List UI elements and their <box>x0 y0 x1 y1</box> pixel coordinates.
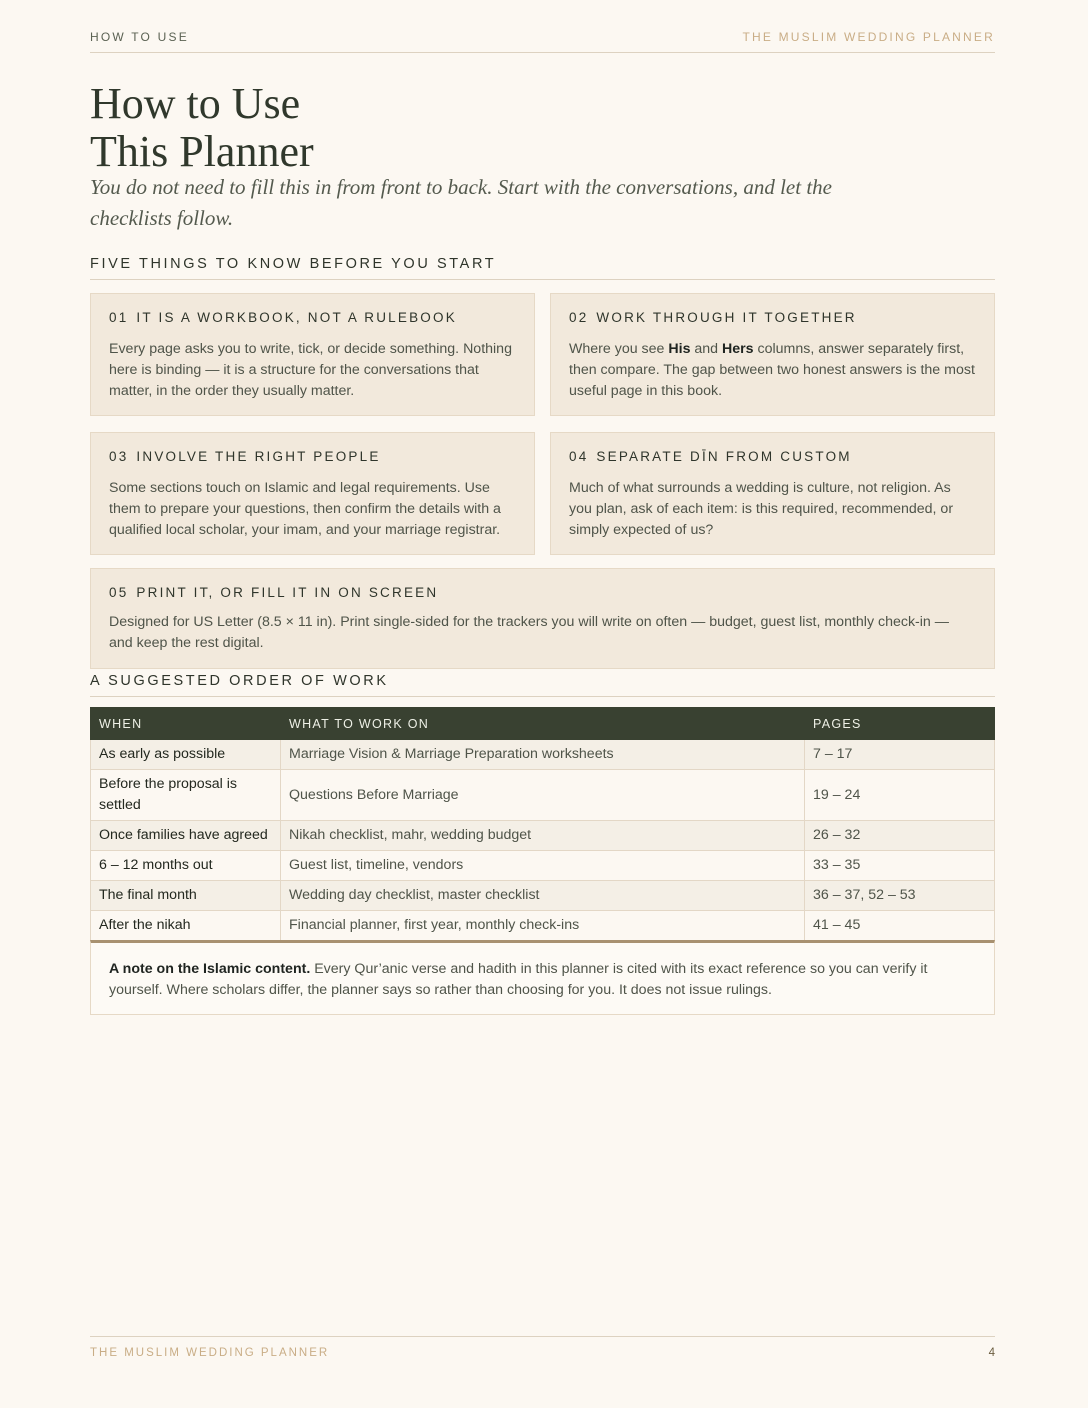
running-footer <box>90 1336 995 1359</box>
tip-card-title <box>109 585 976 600</box>
tip-number: 01 <box>109 310 129 325</box>
cell-pages: 19 – 24 <box>805 770 995 821</box>
cell-what: Financial planner, first year, monthly check-ins <box>281 911 805 941</box>
cell-what: Guest list, timeline, vendors <box>281 851 805 881</box>
table-row <box>91 740 995 770</box>
tip-body-post: columns, answer separately first, then compare. The gap between two honest answers is the most useful page in this book. <box>569 341 975 399</box>
tip-number: 02 <box>569 310 589 325</box>
cell-when: Before the proposal is settled <box>91 770 281 821</box>
tip-body-pre: Where you see <box>569 341 669 357</box>
order-of-work-heading: A SUGGESTED ORDER OF WORK <box>90 673 995 697</box>
cell-pages: 26 – 32 <box>805 821 995 851</box>
tip-number: 04 <box>569 449 589 464</box>
tip-card-02 <box>550 293 995 416</box>
cell-what: Wedding day checklist, master checklist <box>281 881 805 911</box>
five-things-heading: FIVE THINGS TO KNOW BEFORE YOU START <box>90 256 995 280</box>
table-row <box>91 821 995 851</box>
column-header-pages: PAGES <box>805 708 995 740</box>
islamic-content-note <box>90 940 995 1015</box>
order-of-work-table <box>90 707 995 941</box>
tip-card-03 <box>90 432 535 555</box>
cell-pages: 33 – 35 <box>805 851 995 881</box>
cell-what: Nikah checklist, mahr, wedding budget <box>281 821 805 851</box>
tip-number: 03 <box>109 449 129 464</box>
tip-title: IT IS A WORKBOOK, NOT A RULEBOOK <box>136 310 457 325</box>
tip-card-04 <box>550 432 995 555</box>
cell-when: As early as possible <box>91 740 281 770</box>
tip-card-title <box>109 449 516 464</box>
header-book-title: THE MUSLIM WEDDING PLANNER <box>742 30 995 44</box>
cell-when: The final month <box>91 881 281 911</box>
table-row <box>91 881 995 911</box>
table-row <box>91 851 995 881</box>
tip-title: INVOLVE THE RIGHT PEOPLE <box>136 449 381 464</box>
tip-title: PRINT IT, OR FILL IT IN ON SCREEN <box>136 585 439 600</box>
page-title-line-1: How to Use <box>90 79 301 128</box>
table-row <box>91 911 995 941</box>
tip-body-and: and <box>690 341 723 357</box>
tip-title: SEPARATE DĪN FROM CUSTOM <box>596 449 852 464</box>
footer-book-title: THE MUSLIM WEDDING PLANNER <box>90 1347 330 1359</box>
page-number: 4 <box>988 1347 995 1359</box>
his-label: His <box>668 341 691 357</box>
tip-card-title <box>569 310 976 325</box>
table-header-row <box>91 708 995 740</box>
tip-body: Designed for US Letter (8.5 × 11 in). Print single-sided for the trackers you will write on often — budget, guest list, monthly check-in — and keep the rest digital. <box>109 614 949 651</box>
page-subtitle: You do not need to fill this in from front to back. Start with the conversations, and let the checklists follow. <box>90 175 832 230</box>
note-body: Every Qur’anic verse and hadith in this planner is cited with its exact reference so you can verify it yourself. Where scholars differ, the planner says so rather than choosing for you. It does not issue rulings. <box>109 961 928 998</box>
cell-what: Marriage Vision & Marriage Preparation worksheets <box>281 740 805 770</box>
tip-body: Much of what surrounds a wedding is culture, not religion. As you plan, ask of each item: is this required, recommended, or simply expected of us? <box>569 480 954 538</box>
tip-body <box>569 339 976 402</box>
note-lead: A note on the Islamic content. <box>109 961 311 977</box>
tip-title: WORK THROUGH IT TOGETHER <box>596 310 857 325</box>
cell-pages: 41 – 45 <box>805 911 995 941</box>
header-section-label: HOW TO USE <box>90 30 189 44</box>
table-row <box>91 770 995 821</box>
cell-what: Questions Before Marriage <box>281 770 805 821</box>
tip-card-01 <box>90 293 535 416</box>
page-title-line-2: This Planner <box>90 127 314 176</box>
tip-number: 05 <box>109 585 129 600</box>
tip-body: Some sections touch on Islamic and legal requirements. Use them to prepare your questions, then confirm the details with a qualified local scholar, your imam, and your marriage registrar. <box>109 480 501 538</box>
cell-when: 6 – 12 months out <box>91 851 281 881</box>
column-header-when: WHEN <box>91 708 281 740</box>
cell-pages: 36 – 37, 52 – 53 <box>805 881 995 911</box>
tip-card-title <box>109 310 516 325</box>
cell-when: After the nikah <box>91 911 281 941</box>
column-header-what: WHAT TO WORK ON <box>281 708 805 740</box>
running-header <box>90 30 995 53</box>
hers-label: Hers <box>722 341 754 357</box>
page-title <box>90 80 314 176</box>
tip-body: Every page asks you to write, tick, or decide something. Nothing here is binding — it is a structure for the conversations that matter, in the order they usually matter. <box>109 341 512 399</box>
cell-when: Once families have agreed <box>91 821 281 851</box>
tip-card-title <box>569 449 976 464</box>
cell-pages: 7 – 17 <box>805 740 995 770</box>
tip-card-05 <box>90 568 995 669</box>
